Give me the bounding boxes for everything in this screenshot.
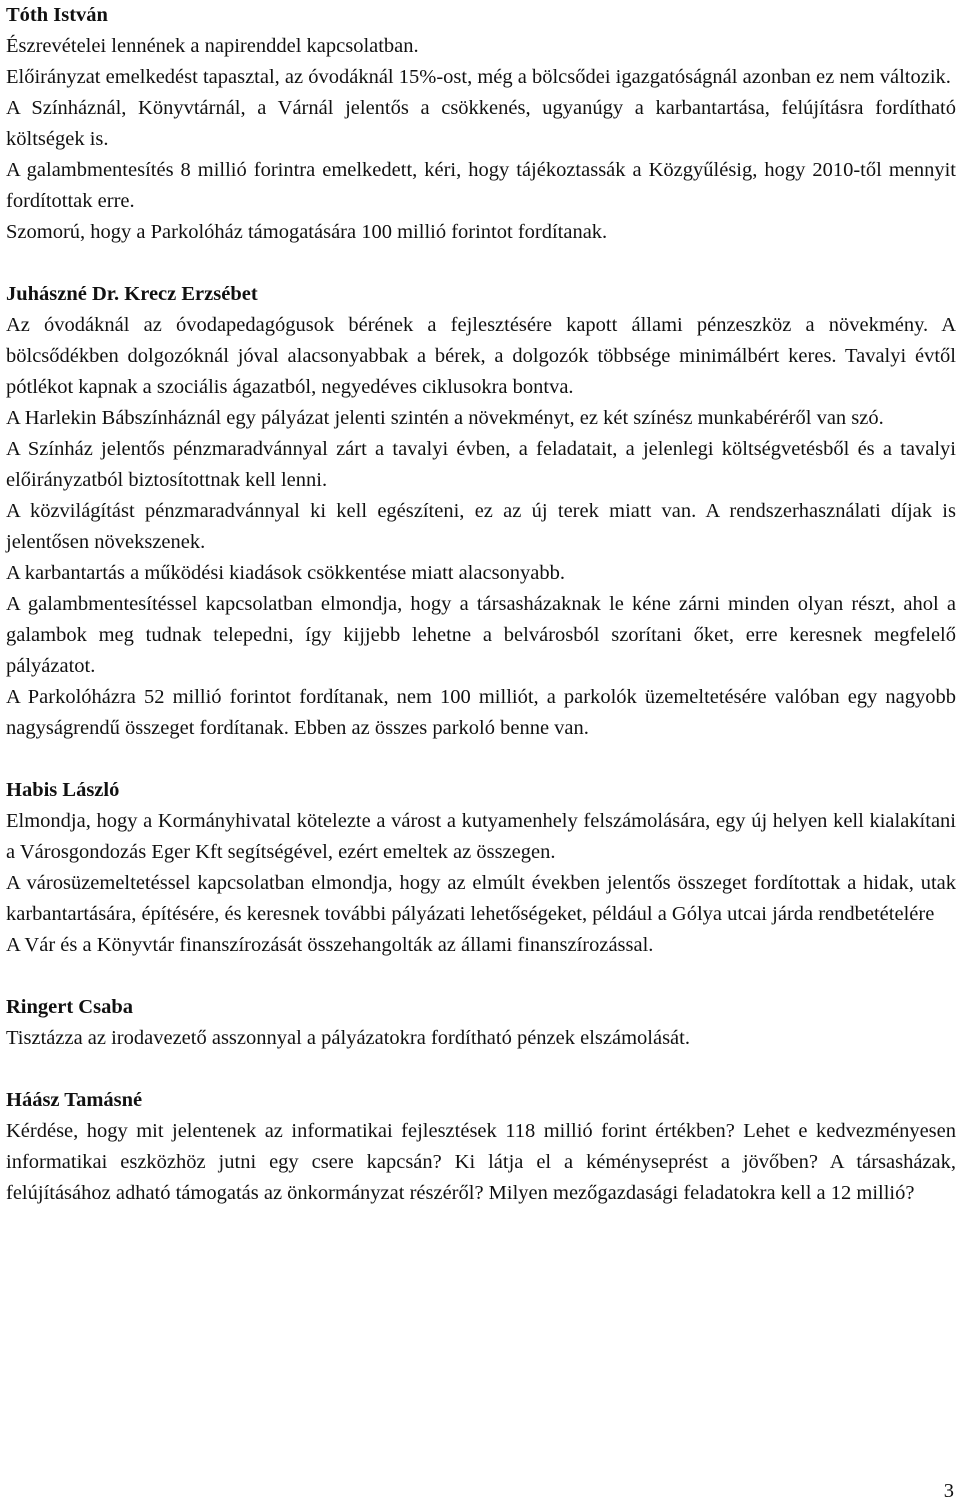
paragraph: Elmondja, hogy a Kormányhivatal kötelezte a várost a kutyamenhely felszámolására, egy új helyen kell kialakítani a Városgondozás Eger Kft segítségével, ezért emeltek az összegen. (6, 810, 956, 863)
paragraph: Tisztázza az irodavezető asszonnyal a pályázatokra fordítható pénzek elszámolását. (6, 1027, 690, 1049)
paragraph: A galambmentesítéssel kapcsolatban elmondja, hogy a társasházaknak le kéne zárni minden olyan részt, ahol a galambok meg tudnak telepedni, így kijjebb lehetne a belvárosból szorítani őket, erre keresnek megfelelő pályázatot. (6, 593, 956, 677)
speaker-section-haasz-tamasne (6, 1085, 956, 1209)
paragraph: A városüzemeltetéssel kapcsolatban elmondja, hogy az elmúlt években jelentős összeget fordítottak a hidak, utak karbantartására, építésére, és keresnek további pályázati lehetőségeket, például a Gólya utcai járda rendbetételére (6, 872, 956, 925)
paragraph: Észrevételei lennének a napirenddel kapcsolatban. (6, 35, 419, 57)
speaker-section-juhaszne-dr-krecz-erzsebet (6, 279, 956, 744)
speaker-section-toth-istvan (6, 0, 956, 248)
paragraph: A Vár és a Könyvtár finanszírozását összehangolták az állami finanszírozással. (6, 934, 654, 956)
paragraph: A karbantartás a működési kiadások csökkentése miatt alacsonyabb. (6, 562, 566, 584)
speaker-name: Juhászné Dr. Krecz Erzsébet (6, 283, 258, 305)
paragraph: Kérdése, hogy mit jelentenek az informatikai fejlesztések 118 millió forint értékben? Lehet e kedvezményesen informatikai eszközhöz jutni egy csere kapcsán? Ki látja el a kéményseprést a jövőben? A társasházak, felújításához adható támogatás az önkormányzat részéről? Milyen mezőgazdasági feladatokra kell a 12 millió? (6, 1120, 956, 1204)
speaker-name: Tóth István (6, 4, 108, 26)
paragraph: A Parkolóházra 52 millió forintot fordítanak, nem 100 milliót, a parkolók üzemeltetésére valóban egy nagyobb nagyságrendű összeget fordítanak. Ebben az összes parkoló benne van. (6, 686, 956, 739)
paragraph: Előirányzat emelkedést tapasztal, az óvodáknál 15%-ost, még a bölcsődei igazgatóságnál azonban ez nem változik. (6, 66, 951, 88)
speaker-section-habis-laszlo (6, 775, 956, 961)
paragraph: A Színház jelentős pénzmaradvánnyal zárt a tavalyi évben, a feladatait, a jelenlegi költségvetésből és a tavalyi előirányzatból biztosítottnak kell lenni. (6, 438, 956, 491)
paragraph: A közvilágítást pénzmaradvánnyal ki kell egészíteni, ez az új terek miatt van. A rendszerhasználati díjak is jelentősen növekszenek. (6, 500, 956, 553)
paragraph: Az óvodáknál az óvodapedagógusok bérének a fejlesztésére kapott állami pénzeszköz a növekmény. A bölcsődékben dolgozóknál jóval alacsonyabbak a bérek, a dolgozók többsége minimálbért keres. Tavalyi évtől pótlékot kapnak a szociális ágazatból, negyedéves ciklusokra bontva. (6, 314, 956, 398)
document-page (6, 0, 956, 1209)
speaker-name: Háász Tamásné (6, 1089, 143, 1111)
paragraph: A Színháznál, Könyvtárnál, a Várnál jelentős a csökkenés, ugyanúgy a karbantartása, felújításra fordítható költségek is. (6, 97, 956, 150)
paragraph: Szomorú, hogy a Parkolóház támogatására 100 millió forintot fordítanak. (6, 221, 608, 243)
speaker-name: Habis László (6, 779, 120, 801)
speaker-name: Ringert Csaba (6, 996, 133, 1018)
paragraph: A Harlekin Bábszínháznál egy pályázat jelenti szintén a növekményt, ez két színész munkabéréről van szó. (6, 407, 884, 429)
speaker-section-ringert-csaba (6, 992, 956, 1054)
page-number: 3 (943, 1480, 954, 1502)
paragraph: A galambmentesítés 8 millió forintra emelkedett, kéri, hogy tájékoztassák a Közgyűlésig, hogy 2010-től mennyit fordítottak erre. (6, 159, 956, 212)
